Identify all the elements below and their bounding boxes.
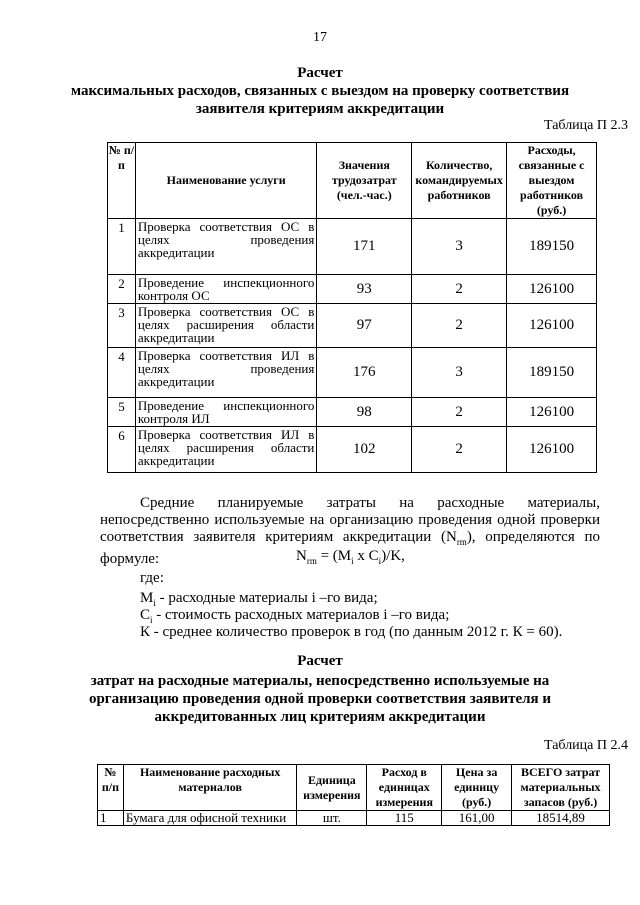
row-number: 6 bbox=[108, 427, 136, 473]
def-symbol: M bbox=[140, 590, 154, 606]
workers-value: 2 bbox=[412, 304, 507, 348]
col-header-cost: Расходы, связанные с выездом работников (руб.) bbox=[507, 143, 597, 219]
price-value: 161,00 bbox=[442, 811, 512, 826]
intro-text: Средние планируемые затраты на расходные материалы, непосредственно используемые на организацию проведения одной проверки соответствия заявителя критериям аккредитации (N bbox=[100, 495, 600, 545]
hours-value: 102 bbox=[317, 427, 412, 473]
hours-value: 171 bbox=[317, 219, 412, 275]
material-name: Бумага для офисной техники bbox=[123, 811, 296, 826]
cost-value: 126100 bbox=[507, 398, 597, 427]
col-header-unit: Единица измерения bbox=[297, 765, 367, 811]
def-sub: i bbox=[150, 615, 153, 625]
service-name: Проведение инспекционного контроля ОС bbox=[135, 275, 316, 304]
formula-part: )/K, bbox=[381, 548, 405, 564]
section1-subtitle-2: заявителя критериям аккредитации bbox=[195, 101, 445, 117]
workers-value: 2 bbox=[412, 398, 507, 427]
table-row bbox=[98, 811, 610, 826]
definition-k: К - среднее количество проверок в год (по данным 2012 г. К = 60). bbox=[140, 624, 563, 640]
def-text: - стоимость расходных материалов i –го вида; bbox=[152, 607, 450, 623]
cost-value: 126100 bbox=[507, 304, 597, 348]
page-number: 17 bbox=[313, 30, 327, 45]
row-number: 4 bbox=[108, 348, 136, 398]
cost-value: 126100 bbox=[507, 427, 597, 473]
table-row bbox=[108, 219, 597, 275]
def-symbol: C bbox=[140, 607, 151, 623]
workers-value: 2 bbox=[412, 275, 507, 304]
workers-value: 3 bbox=[412, 219, 507, 275]
formula-part: x C bbox=[353, 548, 379, 564]
service-name: Проведение инспекционного контроля ИЛ bbox=[135, 398, 316, 427]
col-header-number: № п/п bbox=[108, 143, 136, 219]
hours-value: 93 bbox=[317, 275, 412, 304]
total-value: 18514,89 bbox=[512, 811, 610, 826]
intro-text-end: ), определяются по формуле: bbox=[100, 529, 600, 567]
service-name: Проверка соответствия ОС в целях проведения аккредитации bbox=[135, 219, 316, 275]
quantity-value: 115 bbox=[367, 811, 442, 826]
def-sub: i bbox=[153, 598, 156, 608]
section1-subtitle-1: максимальных расходов, связанных с выездом на проверку соответствия bbox=[70, 83, 570, 99]
table-header-row bbox=[108, 143, 597, 219]
service-name: Проверка соответствия ОС в целях расширения области аккредитации bbox=[135, 304, 316, 348]
col-header-hours: Значения трудозатрат (чел.-час.) bbox=[317, 143, 412, 219]
col-header-quantity: Расход в единицах измерения bbox=[367, 765, 442, 811]
table-row bbox=[108, 348, 597, 398]
row-number: 5 bbox=[108, 398, 136, 427]
table-header-row bbox=[98, 765, 610, 811]
table-row bbox=[108, 398, 597, 427]
table2-reference: Таблица П 2.4 bbox=[544, 738, 628, 753]
row-number: 2 bbox=[108, 275, 136, 304]
col-header-total: ВСЕГО затрат материальных запасов (руб.) bbox=[512, 765, 610, 811]
row-number: 1 bbox=[98, 811, 124, 826]
formula-sub: i bbox=[351, 556, 354, 566]
service-name: Проверка соответствия ИЛ в целях расширения области аккредитации bbox=[135, 427, 316, 473]
hours-value: 176 bbox=[317, 348, 412, 398]
formula-part: = (M bbox=[316, 548, 352, 564]
formula bbox=[296, 548, 596, 570]
workers-value: 3 bbox=[412, 348, 507, 398]
col-header-workers: Количество, командируемых работников bbox=[412, 143, 507, 219]
section2-title: Расчет bbox=[297, 653, 343, 669]
hours-value: 98 bbox=[317, 398, 412, 427]
formula-n: N bbox=[296, 548, 307, 564]
service-name: Проверка соответствия ИЛ в целях проведения аккредитации bbox=[135, 348, 316, 398]
row-number: 1 bbox=[108, 219, 136, 275]
cost-value: 189150 bbox=[507, 219, 597, 275]
section2-subtitle-3: аккредитованных лиц критериям аккредитации bbox=[154, 709, 486, 725]
col-header-service: Наименование услуги bbox=[135, 143, 316, 219]
table-row bbox=[108, 427, 597, 473]
row-number: 3 bbox=[108, 304, 136, 348]
section2-subtitle-2: организацию проведения одной проверки соответствия заявителя и bbox=[88, 691, 552, 707]
table1-reference: Таблица П 2.3 bbox=[544, 118, 628, 133]
cost-value: 189150 bbox=[507, 348, 597, 398]
def-text: - расходные материалы i –го вида; bbox=[155, 590, 378, 606]
table-row bbox=[108, 275, 597, 304]
col-header-number: № п/п bbox=[98, 765, 124, 811]
workers-value: 2 bbox=[412, 427, 507, 473]
section2-subtitle-1: затрат на расходные материалы, непосредственно используемые на bbox=[90, 673, 550, 689]
section1-title: Расчет bbox=[297, 65, 343, 81]
cost-value: 126100 bbox=[507, 275, 597, 304]
formula-sub: i bbox=[378, 556, 382, 566]
col-header-material: Наименование расходных материалов bbox=[123, 765, 296, 811]
unit-value: шт. bbox=[297, 811, 367, 826]
hours-value: 97 bbox=[317, 304, 412, 348]
expenses-table bbox=[107, 142, 597, 473]
materials-table bbox=[97, 764, 610, 826]
where-label: где: bbox=[140, 570, 164, 586]
col-header-price: Цена за единицу (руб.) bbox=[442, 765, 512, 811]
table-row bbox=[108, 304, 597, 348]
formula-n-sub: rm bbox=[306, 556, 317, 566]
intro-subscript: rm bbox=[456, 537, 467, 547]
